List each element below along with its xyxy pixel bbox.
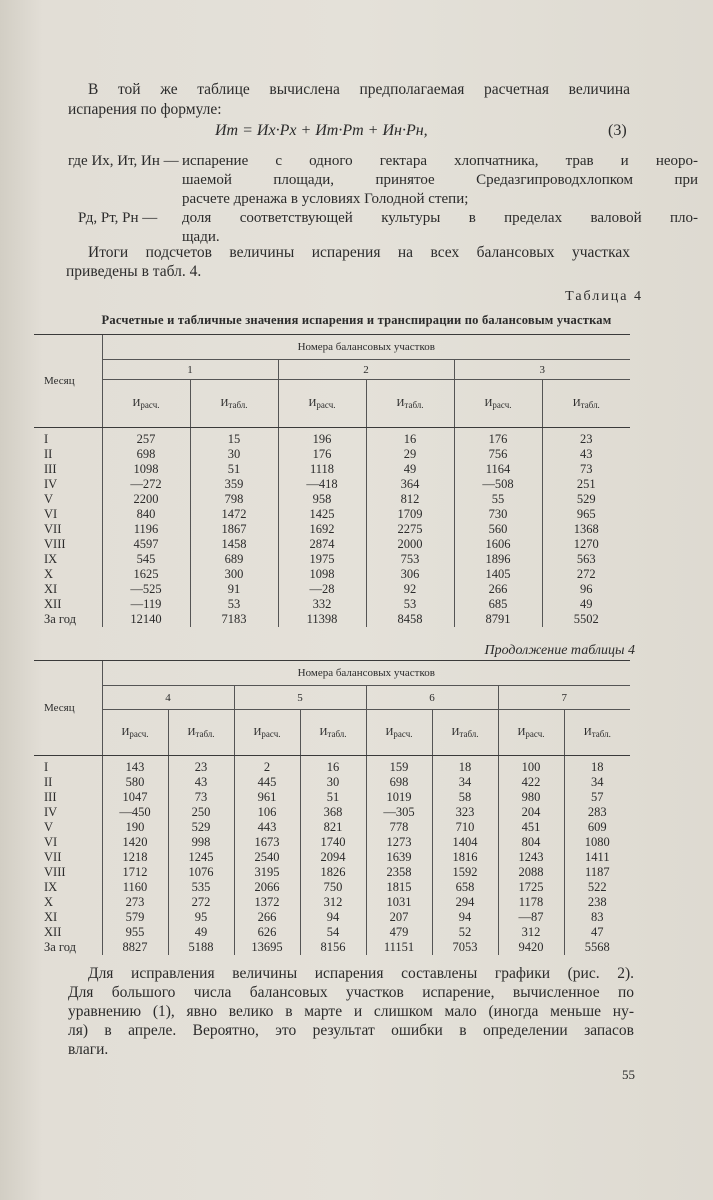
value-cell: 53: [190, 597, 278, 612]
value-cell: 83: [564, 910, 630, 925]
value-cell: 812: [366, 492, 454, 507]
value-cell: —119: [102, 597, 190, 612]
table-label: Таблица 4: [565, 289, 643, 304]
value-cell: 300: [190, 567, 278, 582]
month-cell: XI: [44, 582, 58, 596]
value-cell: 273: [102, 895, 168, 910]
value-cell: 47: [564, 925, 630, 940]
value-cell: 51: [300, 790, 366, 805]
group-header: Номера балансовых участков: [102, 661, 630, 686]
value-cell: 306: [366, 567, 454, 582]
value-cell: —418: [278, 477, 366, 492]
month-cell: V: [44, 492, 54, 506]
value-cell: 15: [190, 428, 278, 448]
value-cell: 190: [102, 820, 168, 835]
value-cell: 106: [234, 805, 300, 820]
month-cell: I: [44, 760, 49, 774]
value-cell: 16: [300, 756, 366, 776]
section-number: 5: [234, 686, 366, 710]
table-row: [34, 612, 630, 627]
value-cell: 57: [564, 790, 630, 805]
definition-1-line-1: испарение с одного гектара хлопчатника, трав и неоро-: [182, 153, 698, 169]
value-cell: 251: [542, 477, 630, 492]
table-row: [34, 865, 630, 880]
month-cell: XII: [44, 597, 62, 611]
value-cell: 312: [300, 895, 366, 910]
value-cell: 1425: [278, 507, 366, 522]
value-cell: 12140: [102, 612, 190, 627]
value-cell: 176: [454, 428, 542, 448]
section-number: 3: [454, 360, 630, 380]
table-row: [34, 507, 630, 522]
value-cell: 29: [366, 447, 454, 462]
table-row: [34, 552, 630, 567]
value-cell: 332: [278, 597, 366, 612]
value-cell: 5188: [168, 940, 234, 955]
value-cell: 1411: [564, 850, 630, 865]
value-cell: 5502: [542, 612, 630, 627]
value-cell: 451: [498, 820, 564, 835]
table-row: [34, 925, 630, 940]
month-cell: За год: [44, 940, 77, 954]
column-header-row: $И_{расч.}$ $И_{табл.}$ $И_{расч.}$ $И_{табл.}$ $И_{расч.}$ $И_{табл.}$ $И_{расч.}$ $И_{табл.}$: [34, 710, 630, 756]
value-cell: 94: [432, 910, 498, 925]
value-cell: 1047: [102, 790, 168, 805]
intro-line-1: В той же таблице вычислена предполагаемая расчетная величина: [88, 81, 630, 98]
month-cell: VII: [44, 522, 62, 536]
value-cell: 685: [454, 597, 542, 612]
month-cell: II: [44, 775, 53, 789]
table-row: [34, 805, 630, 820]
value-cell: 1076: [168, 865, 234, 880]
value-cell: 522: [564, 880, 630, 895]
closing-line-2: Для большого числа балансовых участков испарение, вычисленное по: [68, 984, 634, 1001]
value-cell: —87: [498, 910, 564, 925]
value-cell: 529: [168, 820, 234, 835]
value-cell: 2000: [366, 537, 454, 552]
value-cell: —272: [102, 477, 190, 492]
table-row: [34, 910, 630, 925]
month-cell: IV: [44, 477, 58, 491]
value-cell: 1098: [102, 462, 190, 477]
value-cell: 4597: [102, 537, 190, 552]
value-cell: 359: [190, 477, 278, 492]
definition-2-symbols: Рд, Рт, Рн —: [78, 210, 158, 226]
value-cell: 8156: [300, 940, 366, 955]
summary-line-1: Итоги подсчетов величины испарения на всех балансовых участках: [88, 244, 630, 261]
value-cell: 753: [366, 552, 454, 567]
section-number: 4: [102, 686, 234, 710]
value-cell: 580: [102, 775, 168, 790]
value-cell: 323: [432, 805, 498, 820]
value-cell: 2200: [102, 492, 190, 507]
value-cell: 1639: [366, 850, 432, 865]
value-cell: —508: [454, 477, 542, 492]
value-cell: 2088: [498, 865, 564, 880]
value-cell: 143: [102, 756, 168, 776]
value-cell: 998: [168, 835, 234, 850]
value-cell: 159: [366, 756, 432, 776]
value-cell: 1372: [234, 895, 300, 910]
value-cell: 23: [168, 756, 234, 776]
value-cell: 658: [432, 880, 498, 895]
month-cell: V: [44, 820, 54, 834]
value-cell: 11398: [278, 612, 366, 627]
value-cell: 1270: [542, 537, 630, 552]
value-cell: 958: [278, 492, 366, 507]
value-cell: 204: [498, 805, 564, 820]
value-cell: 1592: [432, 865, 498, 880]
month-cell: X: [44, 895, 54, 909]
value-cell: 1164: [454, 462, 542, 477]
value-cell: 798: [190, 492, 278, 507]
table-row: [34, 492, 630, 507]
definition-2-line-1: доля соответствующей культуры в пределах валовой пло-: [182, 210, 698, 226]
month-cell: За год: [44, 612, 77, 626]
value-cell: 840: [102, 507, 190, 522]
value-cell: 272: [542, 567, 630, 582]
value-cell: 92: [366, 582, 454, 597]
value-cell: 7183: [190, 612, 278, 627]
value-cell: 1031: [366, 895, 432, 910]
month-cell: II: [44, 447, 53, 461]
value-cell: 710: [432, 820, 498, 835]
section-number: 1: [102, 360, 278, 380]
value-cell: 1816: [432, 850, 498, 865]
value-cell: 34: [564, 775, 630, 790]
month-cell: III: [44, 462, 57, 476]
definition-2-line-2: щади.: [182, 229, 220, 245]
definition-1-line-2: шаемой площади, принятое Средазгипроводхлопком при: [182, 172, 698, 188]
table-row: [34, 597, 630, 612]
value-cell: 1625: [102, 567, 190, 582]
column-header-row: $И_{расч.}$ $И_{табл.}$ $И_{расч.}$ $И_{табл.}$ $И_{расч.}$ $И_{табл.}$: [34, 380, 630, 428]
value-cell: 49: [168, 925, 234, 940]
table-row: [34, 850, 630, 865]
value-cell: 1368: [542, 522, 630, 537]
value-cell: 1867: [190, 522, 278, 537]
table-row: [34, 477, 630, 492]
formula-number: (3): [608, 122, 627, 139]
value-cell: 1673: [234, 835, 300, 850]
value-cell: 529: [542, 492, 630, 507]
value-cell: 778: [366, 820, 432, 835]
definition-1-symbols: где Их, Ит, Ин —: [68, 153, 179, 169]
value-cell: 257: [102, 428, 190, 448]
value-cell: 965: [542, 507, 630, 522]
value-cell: 1712: [102, 865, 168, 880]
value-cell: 73: [168, 790, 234, 805]
table-row: [34, 835, 630, 850]
month-cell: VIII: [44, 537, 66, 551]
value-cell: 34: [432, 775, 498, 790]
section-number: 6: [366, 686, 498, 710]
value-cell: 961: [234, 790, 300, 805]
value-cell: 283: [564, 805, 630, 820]
table-row: [34, 522, 630, 537]
value-cell: 364: [366, 477, 454, 492]
value-cell: 54: [300, 925, 366, 940]
table-row: [34, 447, 630, 462]
summary-line-2: приведены в табл. 4.: [66, 263, 202, 280]
table-row: [34, 790, 630, 805]
value-cell: 2: [234, 756, 300, 776]
value-cell: 58: [432, 790, 498, 805]
page-number: 55: [622, 1067, 635, 1082]
value-cell: —305: [366, 805, 432, 820]
value-cell: 5568: [564, 940, 630, 955]
value-cell: 750: [300, 880, 366, 895]
value-cell: 1019: [366, 790, 432, 805]
month-cell: I: [44, 432, 49, 446]
section-number: 2: [278, 360, 454, 380]
value-cell: 955: [102, 925, 168, 940]
value-cell: 1896: [454, 552, 542, 567]
value-cell: 980: [498, 790, 564, 805]
month-header: Месяц: [34, 661, 102, 756]
value-cell: 443: [234, 820, 300, 835]
month-cell: VI: [44, 507, 58, 521]
closing-line-1: Для исправления величины испарения составлены графики (рис. 2).: [88, 965, 634, 982]
group-header: Номера балансовых участков: [102, 335, 630, 360]
value-cell: 1472: [190, 507, 278, 522]
value-cell: 18: [564, 756, 630, 776]
value-cell: —28: [278, 582, 366, 597]
value-cell: 1178: [498, 895, 564, 910]
value-cell: 563: [542, 552, 630, 567]
value-cell: 1725: [498, 880, 564, 895]
value-cell: 1405: [454, 567, 542, 582]
value-cell: 2275: [366, 522, 454, 537]
value-cell: 272: [168, 895, 234, 910]
table-row: [34, 462, 630, 477]
value-cell: 73: [542, 462, 630, 477]
value-cell: 2358: [366, 865, 432, 880]
month-cell: VII: [44, 850, 62, 864]
value-cell: 9420: [498, 940, 564, 955]
value-cell: 756: [454, 447, 542, 462]
value-cell: 804: [498, 835, 564, 850]
value-cell: 445: [234, 775, 300, 790]
closing-line-3: уравнению (1), явно велико в марте и слишком мало (иногда меньше ну-: [68, 1003, 634, 1020]
value-cell: 294: [432, 895, 498, 910]
value-cell: 23: [542, 428, 630, 448]
value-cell: 55: [454, 492, 542, 507]
value-cell: 626: [234, 925, 300, 940]
value-cell: 1458: [190, 537, 278, 552]
value-cell: 2540: [234, 850, 300, 865]
value-cell: 1606: [454, 537, 542, 552]
table-row: [34, 940, 630, 955]
value-cell: 1160: [102, 880, 168, 895]
value-cell: 8827: [102, 940, 168, 955]
value-cell: 1815: [366, 880, 432, 895]
value-cell: 479: [366, 925, 432, 940]
value-cell: 1080: [564, 835, 630, 850]
month-cell: IX: [44, 880, 58, 894]
month-cell: XI: [44, 910, 58, 924]
value-cell: 1709: [366, 507, 454, 522]
value-cell: 16: [366, 428, 454, 448]
table-row: [34, 895, 630, 910]
value-cell: 266: [454, 582, 542, 597]
continuation-label: Продолжение таблицы 4: [484, 643, 635, 658]
month-cell: IV: [44, 805, 58, 819]
value-cell: 698: [102, 447, 190, 462]
value-cell: 8791: [454, 612, 542, 627]
value-cell: 94: [300, 910, 366, 925]
month-cell: XII: [44, 925, 62, 939]
value-cell: —525: [102, 582, 190, 597]
definition-2-text: [182, 209, 698, 247]
value-cell: 176: [278, 447, 366, 462]
value-cell: 2066: [234, 880, 300, 895]
value-cell: 560: [454, 522, 542, 537]
month-cell: VIII: [44, 865, 66, 879]
value-cell: 698: [366, 775, 432, 790]
table-row: [34, 428, 630, 448]
value-cell: 2094: [300, 850, 366, 865]
month-cell: X: [44, 567, 54, 581]
section-number: 7: [498, 686, 630, 710]
value-cell: 422: [498, 775, 564, 790]
definition-1-text: [182, 152, 698, 209]
value-cell: 2874: [278, 537, 366, 552]
value-cell: 91: [190, 582, 278, 597]
value-cell: 49: [542, 597, 630, 612]
value-cell: 1243: [498, 850, 564, 865]
value-cell: 196: [278, 428, 366, 448]
value-cell: 51: [190, 462, 278, 477]
table-row: [34, 582, 630, 597]
table-row: [34, 880, 630, 895]
value-cell: 1245: [168, 850, 234, 865]
value-cell: 579: [102, 910, 168, 925]
value-cell: 545: [102, 552, 190, 567]
value-cell: 1826: [300, 865, 366, 880]
value-cell: 43: [542, 447, 630, 462]
value-cell: 96: [542, 582, 630, 597]
intro-line-2: испарения по формуле:: [68, 101, 222, 118]
value-cell: 49: [366, 462, 454, 477]
value-cell: 100: [498, 756, 564, 776]
value-cell: 13695: [234, 940, 300, 955]
table-caption: Расчетные и табличные значения испарения и транспирации по балансовым участкам: [101, 313, 612, 327]
value-cell: 95: [168, 910, 234, 925]
value-cell: 368: [300, 805, 366, 820]
value-cell: 53: [366, 597, 454, 612]
value-cell: 1187: [564, 865, 630, 880]
value-cell: 1975: [278, 552, 366, 567]
value-cell: 1273: [366, 835, 432, 850]
value-cell: 52: [432, 925, 498, 940]
formula-expression: Ит = Их·Рх + Ит·Рт + Ин·Рн,: [215, 122, 428, 139]
value-cell: 1098: [278, 567, 366, 582]
formula-definitions: [68, 152, 698, 245]
value-cell: 312: [498, 925, 564, 940]
value-cell: 250: [168, 805, 234, 820]
month-cell: III: [44, 790, 57, 804]
value-cell: 1740: [300, 835, 366, 850]
table-4-part-1: [34, 334, 630, 627]
value-cell: —450: [102, 805, 168, 820]
value-cell: 1196: [102, 522, 190, 537]
month-header: Месяц: [34, 335, 102, 428]
table-row: [34, 537, 630, 552]
value-cell: 43: [168, 775, 234, 790]
month-cell: IX: [44, 552, 58, 566]
value-cell: 1692: [278, 522, 366, 537]
value-cell: 730: [454, 507, 542, 522]
value-cell: 1420: [102, 835, 168, 850]
closing-line-5: влаги.: [68, 1041, 109, 1058]
value-cell: 207: [366, 910, 432, 925]
value-cell: 1404: [432, 835, 498, 850]
value-cell: 7053: [432, 940, 498, 955]
value-cell: 1218: [102, 850, 168, 865]
value-cell: 30: [300, 775, 366, 790]
table-row: [34, 820, 630, 835]
table-row: [34, 756, 630, 776]
value-cell: 30: [190, 447, 278, 462]
value-cell: 535: [168, 880, 234, 895]
value-cell: 8458: [366, 612, 454, 627]
value-cell: 3195: [234, 865, 300, 880]
value-cell: 238: [564, 895, 630, 910]
closing-line-4: ля) в апреле. Вероятно, это результат ошибки в определении запасов: [68, 1022, 634, 1039]
table-row: [34, 567, 630, 582]
value-cell: 1118: [278, 462, 366, 477]
month-cell: VI: [44, 835, 58, 849]
value-cell: 266: [234, 910, 300, 925]
value-cell: 689: [190, 552, 278, 567]
table-row: [34, 775, 630, 790]
value-cell: 609: [564, 820, 630, 835]
value-cell: 821: [300, 820, 366, 835]
value-cell: 11151: [366, 940, 432, 955]
definition-1-line-3: расчете дренажа в условиях Голодной степи;: [182, 191, 469, 207]
value-cell: 18: [432, 756, 498, 776]
table-4-part-2: [34, 660, 630, 955]
